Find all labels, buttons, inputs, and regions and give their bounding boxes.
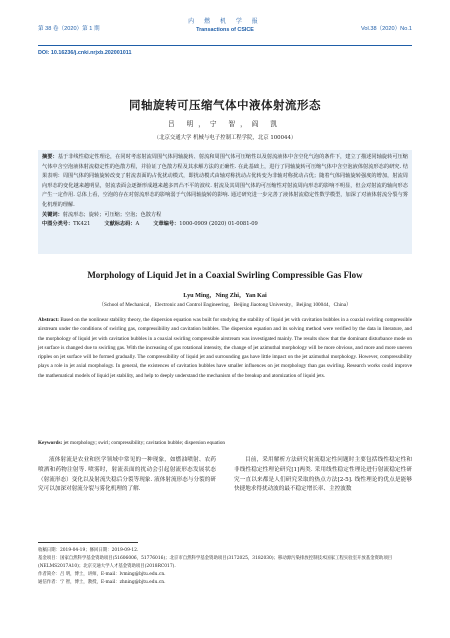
running-header — [38, 14, 412, 44]
affiliation-en: （School of Mechanical，Electronic and Control Engineering，Beijing Jiaotong University，Beijing 100044，China） — [98, 302, 352, 308]
classification-row — [42, 220, 408, 230]
clc-code — [42, 220, 90, 230]
keywords-en — [38, 440, 412, 446]
doc-value: A — [135, 221, 140, 228]
authors-en: Lyu Ming，Ning Zhi，Yan Kai — [183, 292, 267, 299]
doi[interactable]: DOI: 10.16236/j.cnki.nrjxb.202001011 — [38, 50, 132, 56]
header-rule — [38, 45, 412, 46]
volume-issue-en: Vol.38（2020）No.1 — [361, 26, 412, 32]
journal-name-cn: 内 燃 机 学 报 — [188, 18, 262, 25]
footnote-fund: 基金项目：国家自然科学基金资助项目(51606006，51776016)；北京市自然科学基金资助项目(3172025，3182030)；移动源污染排放控制技术国家工程实验室开放基金资助项目(NELMS2017A10)；北京交通大学人才基金资助项目(2018RC017). — [38, 556, 393, 569]
paper-title-cn: 同轴旋转可压缩气体中液体射流形态 — [129, 98, 321, 112]
keywords-label-cn: 关键词： — [42, 211, 63, 218]
paper-title-en: Morphology of Liquid Jet in a Coaxial Swirling Compressible Gas Flow — [87, 270, 363, 280]
keywords-text-en: jet morphology; swirl; compressibility; cavitation bubble; dispersion equation — [63, 440, 226, 446]
affiliation-cn: （北京交通大学 机械与电子控制工程学院，北京 100044） — [153, 135, 297, 141]
abstract-box-cn — [38, 150, 412, 254]
abstract-text-en: Based on the nonlinear stability theory, the dispersion equation was built for studying the stability of liquid jet with cavitation bubbles in a coaxial swirling compressible airstream under the conditions of swirling gas, compressibility and cavitation bubbles. The dispersion equation and its solving method were verified by the data in literature, and the morphology of liquid jet with cavitation bubbles in a coaxial swirling compressible airstream was investigated mainly. The results show that the dominant disturbance mode on jet surface is changed due to swirling gas. With the increasing of gas rotational intensity, the change of jet azimuthal morphology will be more obvious, and more and more uneven ripples on jet surface will be formed gradually. The compressibility of liquid jet and surrounding gas have little impact on the jet azimuthal morphology. However, compressibility plays a role in jet axial morphology. In general, the existences of cavitation bubbles have smaller influences on jet morphology than gas swirling. Research works could improve the mathematical models of liquid jet stability, and help to deeply understand the mechanism of the breakup and atomization of liquid jets. — [38, 317, 412, 379]
clc-label: 中图分类号： — [42, 221, 74, 228]
footnote-received: 收稿日期：2019-04-19；修回日期：2019-09-12. — [38, 548, 139, 553]
abstract-label-en: Abstract: — [38, 317, 60, 323]
volume-issue-cn: 第 38 卷（2020）第 1 期 — [38, 26, 100, 32]
abstract-cn — [42, 153, 408, 211]
body-column-right: 目前，采用解析方法研究射流稳定性问题时主要包括线性稳定性和非线性稳定性理论研究[1]两类. 采用线性稳定性理论进行射流稳定性研究一直以来都是人们研究采取的热点方法[2-5]. 线性理论的优点是能够快捷地求得扰动波的最不稳定增长率、主控波数 — [234, 457, 412, 493]
article-label: 文章编号： — [153, 221, 180, 228]
abstract-text-cn: 基于非线性稳定性理论，在同时考虑射流周围气体同轴旋转、射流和周围气体可压缩性以及射流液体中含空化气泡的条件下，建立了描述同轴旋转可压缩气体中含空泡液体射流稳定性的色散方程，并验证了色散方程及其求解方法的正确性. 在此基础上，进行了同轴旋转可压缩气体中含空泡液体射流形态的研究. 结果表明：周围气体的同轴旋转改变了射流表面的占优扰动模式，即扰动模式由轴对称扰动占优转变为非轴对称扰动占优；随着气体同轴旋转强度的增加，射流周向形态的变化越来越明显，射流表面会逐渐形成越来越多凹凸不平的波纹. 射流及其周围气体的可压缩性对射流周向形态的影响不明显，但会对射流的轴向形态产生一定作用. 总体上看，空泡的存在对射流形态的影响弱于气体同轴旋转的影响. 通过研究进一步完善了液体射流稳定性数学模型，加深了对液体射流分裂与雾化机理的理解. — [42, 154, 408, 208]
footnote-author: 作者简介：吕 明，博士，讲师，E-mail：lvming@bjtu.edu.cn. — [38, 572, 166, 577]
clc-value: TK421 — [73, 221, 91, 228]
journal-name — [38, 16, 412, 33]
footnote-rule — [38, 542, 138, 543]
abstract-en — [38, 316, 412, 381]
document-code — [104, 220, 139, 230]
authors-cn: 吕 明，宁 智，阎 凯 — [167, 120, 283, 128]
keywords-text-cn: 射流形态；旋转；可压缩；空泡；色散方程 — [62, 211, 162, 218]
footnote-contact: 通信作者：宁 智，博士，教授，E-mail：zhning@bjtu.edu.cn. — [38, 580, 166, 585]
keywords-cn — [42, 211, 408, 221]
footnotes — [38, 547, 412, 587]
body-column-left: 液体射流是农业和医学领域中常见的一种现象，如燃油喷射、农药喷洒和药物注射等. 喷雾时，射流表面的扰动会引起射流形态发展状态（射流形态）变化以及射流失稳后分裂等现象. 液体射流形态与分裂的研究可以加深对射流分裂与雾化机理的了解. — [38, 457, 216, 493]
article-value: 1000-0909 (2020) 01-0081-09 — [179, 221, 258, 228]
keywords-label-en: Keywords: — [38, 440, 63, 446]
abstract-label-cn: 摘要： — [42, 154, 58, 160]
article-number — [153, 220, 258, 230]
journal-name-en: Transactions of CSICE — [196, 27, 254, 33]
doc-label: 文献标志码： — [104, 221, 136, 228]
